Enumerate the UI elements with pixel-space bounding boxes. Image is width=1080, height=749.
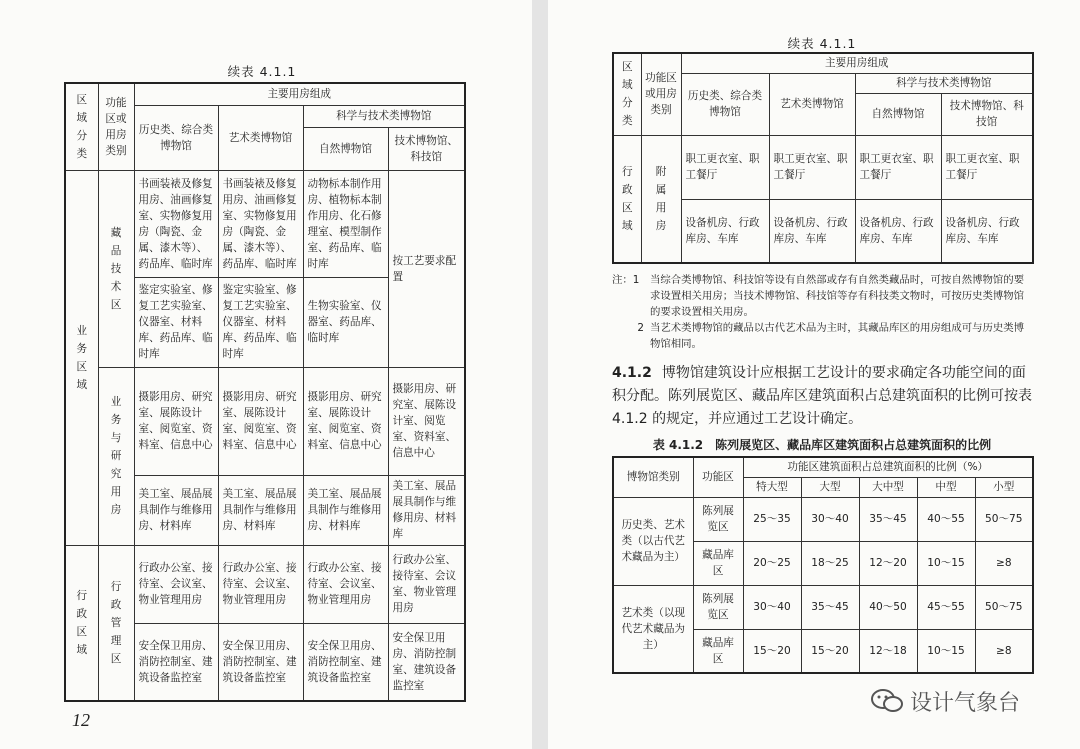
t2-value-cell: 50～75 — [975, 585, 1033, 629]
header-hist: 历史类、综合类博物馆 — [134, 105, 218, 170]
t2-value-cell: 10～15 — [917, 629, 975, 673]
func-attached: 附属用房 — [641, 135, 681, 263]
clause-4-1-2 — [612, 362, 1032, 431]
header-art-r: 艺术类博物馆 — [769, 73, 855, 135]
room-composition-table-right — [612, 52, 1034, 264]
cell-r5-nat: 行政办公室、接待室、会议室、物业管理用房 — [303, 545, 388, 623]
cell-rr1-art: 职工更衣室、职工餐厅 — [769, 135, 855, 199]
watermark-text: 设计气象台 — [910, 690, 1021, 716]
room-composition-table-left — [64, 82, 466, 702]
cell-r5-hist: 行政办公室、接待室、会议室、物业管理用房 — [134, 545, 218, 623]
header-art: 艺术类博物馆 — [218, 105, 303, 170]
clause-text: 博物馆建筑设计应根据工艺设计的要求确定各功能空间的面积分配。陈列展览区、藏品库区建筑面积占总建筑面积的比例可按表 4.1.2 的规定，并应通过工艺设计确定。 — [612, 365, 1032, 427]
t2-size-s: 小型 — [975, 477, 1033, 497]
table-caption-left: 续表 4.1.1 — [227, 64, 297, 79]
t2-header-func: 功能区 — [693, 457, 743, 497]
t2-value-cell: 40～50 — [859, 585, 917, 629]
header-sci: 科学与技术类博物馆 — [303, 105, 465, 127]
cell-r4-nat: 美工室、展品展具制作与维修用房、材料库 — [303, 475, 388, 545]
cell-r6-nat: 安全保卫用房、消防控制室、建筑设备监控室 — [303, 623, 388, 701]
table-caption-right: 续表 4.1.1 — [787, 36, 857, 51]
header-zone-r: 区域分类 — [613, 53, 641, 135]
cell-r3-nat: 摄影用房、研究室、展陈设计室、阅览室、资料室、信息中心 — [303, 367, 388, 475]
cell-r6-art: 安全保卫用房、消防控制室、建筑设备监控室 — [218, 623, 303, 701]
t2-value-cell: 40～55 — [917, 497, 975, 541]
cell-rr2-art: 设备机房、行政库房、车库 — [769, 199, 855, 263]
cell-r4-hist: 美工室、展品展具制作与维修用房、材料库 — [134, 475, 218, 545]
header-tech: 技术博物馆、科技馆 — [388, 127, 465, 170]
cell-r3-hist: 摄影用房、研究室、展陈设计室、阅览室、资料室、信息中心 — [134, 367, 218, 475]
t2-func-cell: 陈列展览区 — [693, 497, 743, 541]
t2-value-cell: 12～20 — [859, 541, 917, 585]
cell-r3-art: 摄影用房、研究室、展陈设计室、阅览室、资料室、信息中心 — [218, 367, 303, 475]
t2-value-cell: 15～20 — [801, 629, 859, 673]
cell-r2-hist: 鉴定实验室、修复工艺实验室、仪器室、材料库、药品库、临时库 — [134, 277, 218, 367]
t2-header-ratio: 功能区建筑面积占总建筑面积的比例（%） — [743, 457, 1033, 477]
header-main-rooms: 主要用房组成 — [134, 83, 465, 105]
cell-rr1-tech: 职工更衣室、职工餐厅 — [941, 135, 1033, 199]
t2-value-cell: 45～55 — [917, 585, 975, 629]
header-sci-r: 科学与技术类博物馆 — [855, 73, 1033, 93]
cell-rr2-tech: 设备机房、行政库房、车库 — [941, 199, 1033, 263]
header-nat-r: 自然博物馆 — [855, 93, 941, 135]
header-main-rooms-r: 主要用房组成 — [681, 53, 1033, 73]
left-page — [0, 0, 532, 749]
cell-rr1-hist: 职工更衣室、职工餐厅 — [681, 135, 769, 199]
t2-value-cell: 50～75 — [975, 497, 1033, 541]
zone-business: 业务区域 — [65, 170, 98, 545]
t2-value-cell: 35～45 — [859, 497, 917, 541]
t2-value-cell: 20～25 — [743, 541, 801, 585]
func-business-research: 业务与研究用房 — [98, 367, 134, 545]
t2-size-l: 大型 — [801, 477, 859, 497]
t2-value-cell: ≥8 — [975, 629, 1033, 673]
table-notes — [612, 272, 1032, 352]
zone-admin: 行政区域 — [65, 545, 98, 701]
cell-r6-hist: 安全保卫用房、消防控制室、建筑设备监控室 — [134, 623, 218, 701]
t2-size-m: 中型 — [917, 477, 975, 497]
cell-r1-tech: 按工艺要求配置 — [388, 170, 465, 367]
note-1: 当综合类博物馆、科技馆等设有自然部或存有自然类藏品时，可按自然博物馆的要求设置相关用房；当技术博物馆、科技馆等存有科技类文物时，可按历史类博物馆的要求设置相关用房。 — [650, 274, 1025, 318]
cell-r4-tech: 美工室、展品展具制作与维修用房、材料库 — [388, 475, 465, 545]
t2-value-cell: 25～35 — [743, 497, 801, 541]
header-zone: 区域分类 — [65, 83, 98, 170]
t2-size-ml: 大中型 — [859, 477, 917, 497]
cell-rr1-nat: 职工更衣室、职工餐厅 — [855, 135, 941, 199]
t2-type-ancient: 历史类、艺术类（以古代艺术藏品为主） — [613, 497, 693, 585]
t2-func-cell: 陈列展览区 — [693, 585, 743, 629]
cell-r5-tech: 行政办公室、接待室、会议室、物业管理用房 — [388, 545, 465, 623]
header-nat: 自然博物馆 — [303, 127, 388, 170]
note-1-label: 注：1 — [612, 274, 640, 286]
wechat-icon — [870, 687, 904, 715]
t2-value-cell: 10～15 — [917, 541, 975, 585]
cell-r3-tech: 摄影用房、研究室、展陈设计室、阅览室、资料室、信息中心 — [388, 367, 465, 475]
cell-r1-hist: 书画装裱及修复用房、油画修复室、实物修复用房（陶瓷、金属、漆木等）、药品库、临时库 — [134, 170, 218, 277]
t2-value-cell: 12～18 — [859, 629, 917, 673]
t2-value-cell: 35～45 — [801, 585, 859, 629]
header-hist-r: 历史类、综合类博物馆 — [681, 73, 769, 135]
t2-header-type: 博物馆类别 — [613, 457, 693, 497]
func-admin-mgmt: 行政管理区 — [98, 545, 134, 701]
note-2: 当艺术类博物馆的藏品以古代艺术品为主时，其藏品库区的用房组成可与历史类博物馆相同。 — [650, 322, 1025, 350]
header-tech-r: 技术博物馆、科技馆 — [941, 93, 1033, 135]
t2-type-modern: 艺术类（以现代艺术藏品为主） — [613, 585, 693, 673]
cell-r1-art: 书画装裱及修复用房、油画修复室、实物修复用房（陶瓷、金属、漆木等）、药品库、临时库 — [218, 170, 303, 277]
note-2-label: 2 — [637, 322, 644, 334]
cell-r2-nat: 生物实验室、仪器室、药品库、临时库 — [303, 277, 388, 367]
header-func-r: 功能区或用房类别 — [641, 53, 681, 135]
t2-value-cell: 30～40 — [801, 497, 859, 541]
func-storage-tech: 藏品技术区 — [98, 170, 134, 367]
cell-r5-art: 行政办公室、接待室、会议室、物业管理用房 — [218, 545, 303, 623]
t2-value-cell: 30～40 — [743, 585, 801, 629]
cell-r4-art: 美工室、展品展具制作与维修用房、材料库 — [218, 475, 303, 545]
t2-value-cell: ≥8 — [975, 541, 1033, 585]
cell-rr2-hist: 设备机房、行政库房、车库 — [681, 199, 769, 263]
page-number: 12 — [72, 710, 90, 730]
cell-r6-tech: 安全保卫用房、消防控制室、建筑设备监控室 — [388, 623, 465, 701]
t2-size-xl: 特大型 — [743, 477, 801, 497]
t2-value-cell: 15～20 — [743, 629, 801, 673]
clause-number: 4.1.2 — [612, 365, 652, 381]
t2-func-cell: 藏品库区 — [693, 541, 743, 585]
zone-admin-r: 行政区域 — [613, 135, 641, 263]
header-func: 功能区或用房类别 — [98, 83, 134, 170]
area-ratio-table — [612, 456, 1034, 674]
cell-r2-art: 鉴定实验室、修复工艺实验室、仪器室、材料库、药品库、临时库 — [218, 277, 303, 367]
t2-func-cell: 藏品库区 — [693, 629, 743, 673]
watermark — [870, 684, 1020, 718]
cell-r1-nat: 动物标本制作用房、植物标本制作用房、化石修理室、模型制作室、药品库、临时库 — [303, 170, 388, 277]
cell-rr2-nat: 设备机房、行政库房、车库 — [855, 199, 941, 263]
table2-caption: 表 4.1.2 陈列展览区、藏品库区建筑面积占总建筑面积的比例 — [652, 438, 992, 452]
t2-value-cell: 18～25 — [801, 541, 859, 585]
